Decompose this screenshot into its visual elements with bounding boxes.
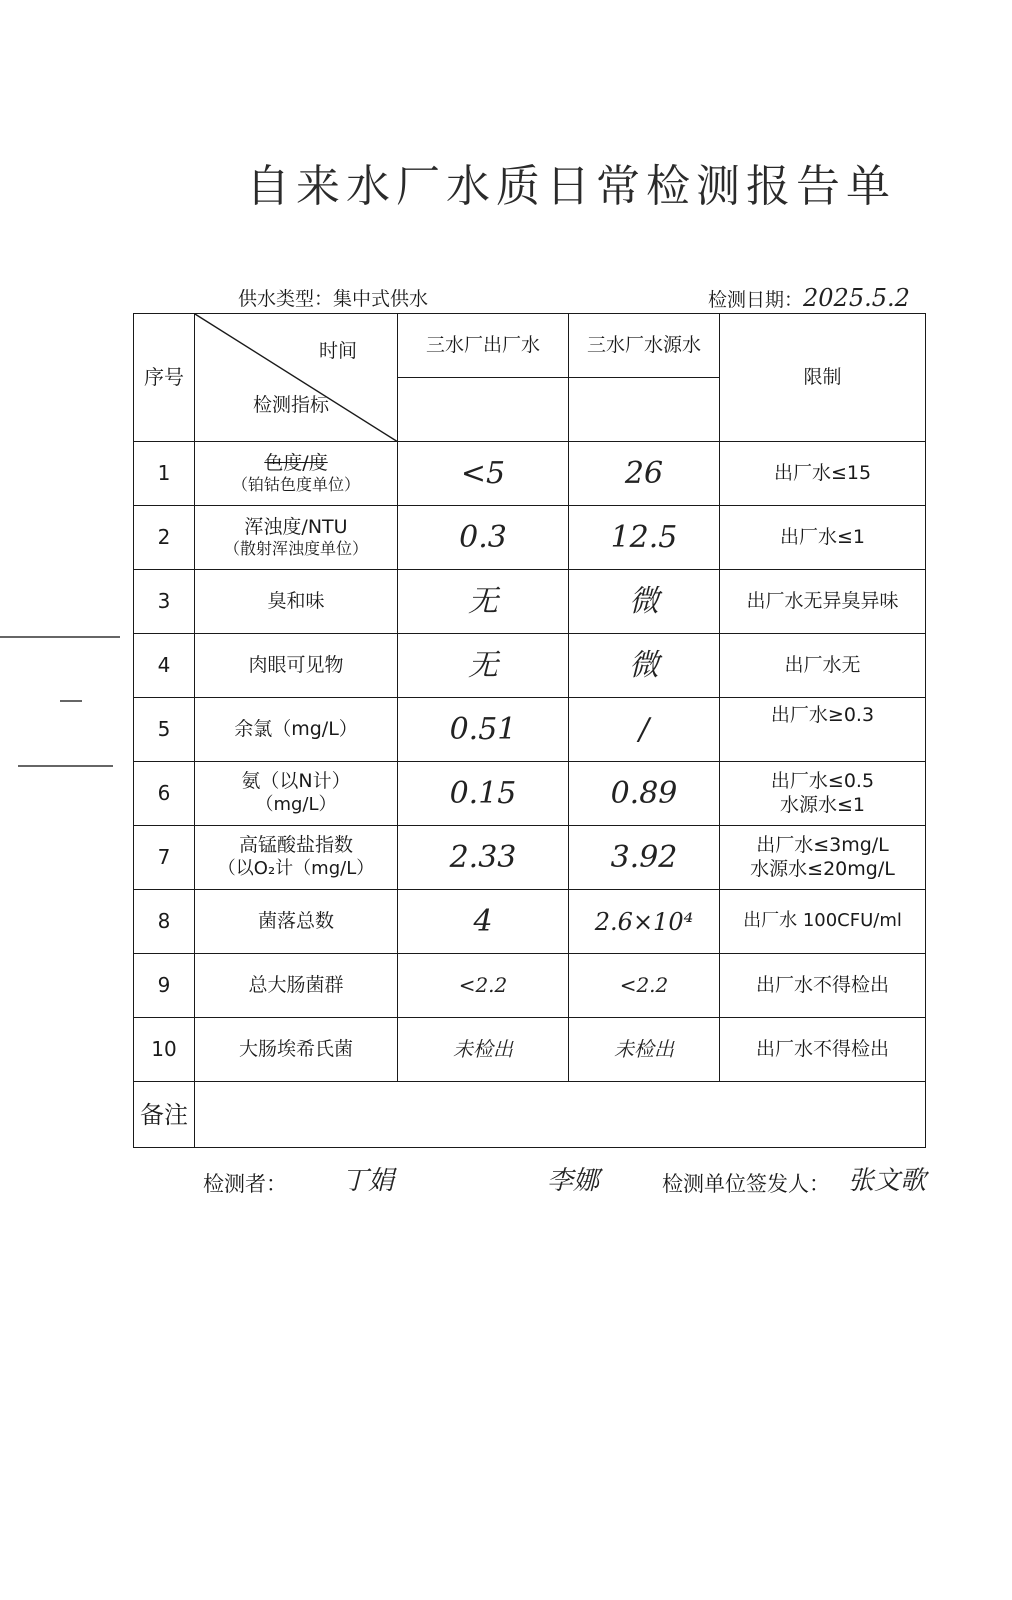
row-item-sub: （mg/L） xyxy=(255,794,337,816)
row-limit-line1: 出厂水≤3mg/L xyxy=(756,833,889,856)
row-item xyxy=(195,762,398,826)
table-row xyxy=(134,1018,926,1082)
row-source-value: 26 xyxy=(569,442,720,506)
row-limit: 出厂水无异臭异味 xyxy=(720,570,926,634)
row-limit: 出厂水不得检出 xyxy=(720,954,926,1018)
diagonal-line xyxy=(195,314,398,442)
signer-label: 检测单位签发人： xyxy=(662,1172,830,1196)
test-date xyxy=(708,284,910,312)
remarks-label: 备注 xyxy=(134,1082,195,1148)
row-item xyxy=(195,826,398,890)
header-limit: 限制 xyxy=(720,314,926,442)
signer-signature: 张文歌 xyxy=(848,1166,927,1196)
row-item: 大肠埃希氏菌 xyxy=(195,1018,398,1082)
table-row xyxy=(134,762,926,826)
row-item-name: 氨（以N计） xyxy=(241,770,351,793)
row-limit-line2: 水源水≤20mg/L xyxy=(750,857,895,880)
row-outlet-value: 0.15 xyxy=(398,762,569,826)
tester1-signature: 丁娟 xyxy=(342,1166,395,1196)
row-source-value: <2.2 xyxy=(569,954,720,1018)
remarks-row xyxy=(134,1082,926,1148)
row-item: 总大肠菌群 xyxy=(195,954,398,1018)
test-date-value: 2025.5.2 xyxy=(803,284,910,312)
row-item-sub: （铂钴色度单位） xyxy=(231,475,360,495)
row-source-value: / xyxy=(569,698,720,762)
scan-artifact-line xyxy=(18,765,113,767)
row-source-value: 未检出 xyxy=(569,1018,720,1082)
row-limit: 出厂水≤1 xyxy=(720,506,926,570)
row-item xyxy=(195,506,398,570)
row-source-value: 微 xyxy=(569,570,720,634)
supply-type xyxy=(238,284,428,311)
row-outlet-value: 无 xyxy=(398,570,569,634)
row-limit: 出厂水不得检出 xyxy=(720,1018,926,1082)
supply-type-label: 供水类型： xyxy=(238,288,334,310)
row-source-value: 12.5 xyxy=(569,506,720,570)
row-item: 菌落总数 xyxy=(195,890,398,954)
row-seq: 3 xyxy=(134,570,195,634)
tester-label: 检测者： xyxy=(203,1172,287,1196)
row-limit: 出厂水≥0.3 xyxy=(720,698,926,762)
header-time: 时间 xyxy=(318,340,357,362)
table-row xyxy=(134,570,926,634)
header-indicator: 检测指标 xyxy=(253,394,330,416)
row-item: 余氯（mg/L） xyxy=(195,698,398,762)
row-outlet-value: 2.33 xyxy=(398,826,569,890)
row-seq: 6 xyxy=(134,762,195,826)
row-source-value: 3.92 xyxy=(569,826,720,890)
row-outlet-value: <2.2 xyxy=(398,954,569,1018)
row-item-sub: （以O₂计（mg/L） xyxy=(217,858,375,880)
header-seq: 序号 xyxy=(134,314,195,442)
scan-artifact-line xyxy=(0,636,120,638)
row-outlet-value: 未检出 xyxy=(398,1018,569,1082)
row-seq: 8 xyxy=(134,890,195,954)
row-item xyxy=(195,442,398,506)
row-seq: 1 xyxy=(134,442,195,506)
table-row xyxy=(134,442,926,506)
test-date-label: 检测日期： xyxy=(708,289,804,311)
row-seq: 2 xyxy=(134,506,195,570)
row-limit: 出厂水无 xyxy=(720,634,926,698)
table-row xyxy=(134,506,926,570)
tester2-signature: 李娜 xyxy=(547,1166,600,1196)
row-source-value: 0.89 xyxy=(569,762,720,826)
remarks-value xyxy=(195,1082,926,1148)
header-col-source-blank xyxy=(569,378,720,442)
row-limit xyxy=(720,826,926,890)
table-row xyxy=(134,698,926,762)
row-seq: 9 xyxy=(134,954,195,1018)
row-seq: 7 xyxy=(134,826,195,890)
row-outlet-value: 0.51 xyxy=(398,698,569,762)
row-source-value: 2.6×10⁴ xyxy=(569,890,720,954)
table-row xyxy=(134,954,926,1018)
row-item-name: 色度/度 xyxy=(264,451,328,474)
supply-type-value: 集中式供水 xyxy=(333,288,429,310)
report-title: 自来水厂水质日常检测报告单 xyxy=(246,161,896,212)
row-seq: 4 xyxy=(134,634,195,698)
row-limit: 出厂水 100CFU/ml xyxy=(720,890,926,954)
table-row xyxy=(134,634,926,698)
row-item-sub: （散射浑浊度单位） xyxy=(223,539,368,559)
table-row xyxy=(134,890,926,954)
report-table xyxy=(133,313,926,1148)
table-row xyxy=(134,826,926,890)
row-item: 臭和味 xyxy=(195,570,398,634)
row-outlet-value: 0.3 xyxy=(398,506,569,570)
row-limit xyxy=(720,762,926,826)
row-item-name: 浑浊度/NTU xyxy=(244,515,348,538)
scan-artifact-line xyxy=(60,700,82,702)
row-source-value: 微 xyxy=(569,634,720,698)
row-limit-line2: 水源水≤1 xyxy=(779,793,865,816)
row-seq: 5 xyxy=(134,698,195,762)
header-col-outlet-blank xyxy=(398,378,569,442)
row-outlet-value: 4 xyxy=(398,890,569,954)
row-item: 肉眼可见物 xyxy=(195,634,398,698)
row-outlet-value: <5 xyxy=(398,442,569,506)
header-col-source: 三水厂水源水 xyxy=(569,314,720,378)
row-seq: 10 xyxy=(134,1018,195,1082)
header-diagonal xyxy=(195,314,398,442)
row-limit: 出厂水≤15 xyxy=(720,442,926,506)
row-outlet-value: 无 xyxy=(398,634,569,698)
row-limit-line1: 出厂水≤0.5 xyxy=(770,769,875,792)
row-item-name: 高锰酸盐指数 xyxy=(238,834,353,857)
header-col-outlet: 三水厂出厂水 xyxy=(398,314,569,378)
